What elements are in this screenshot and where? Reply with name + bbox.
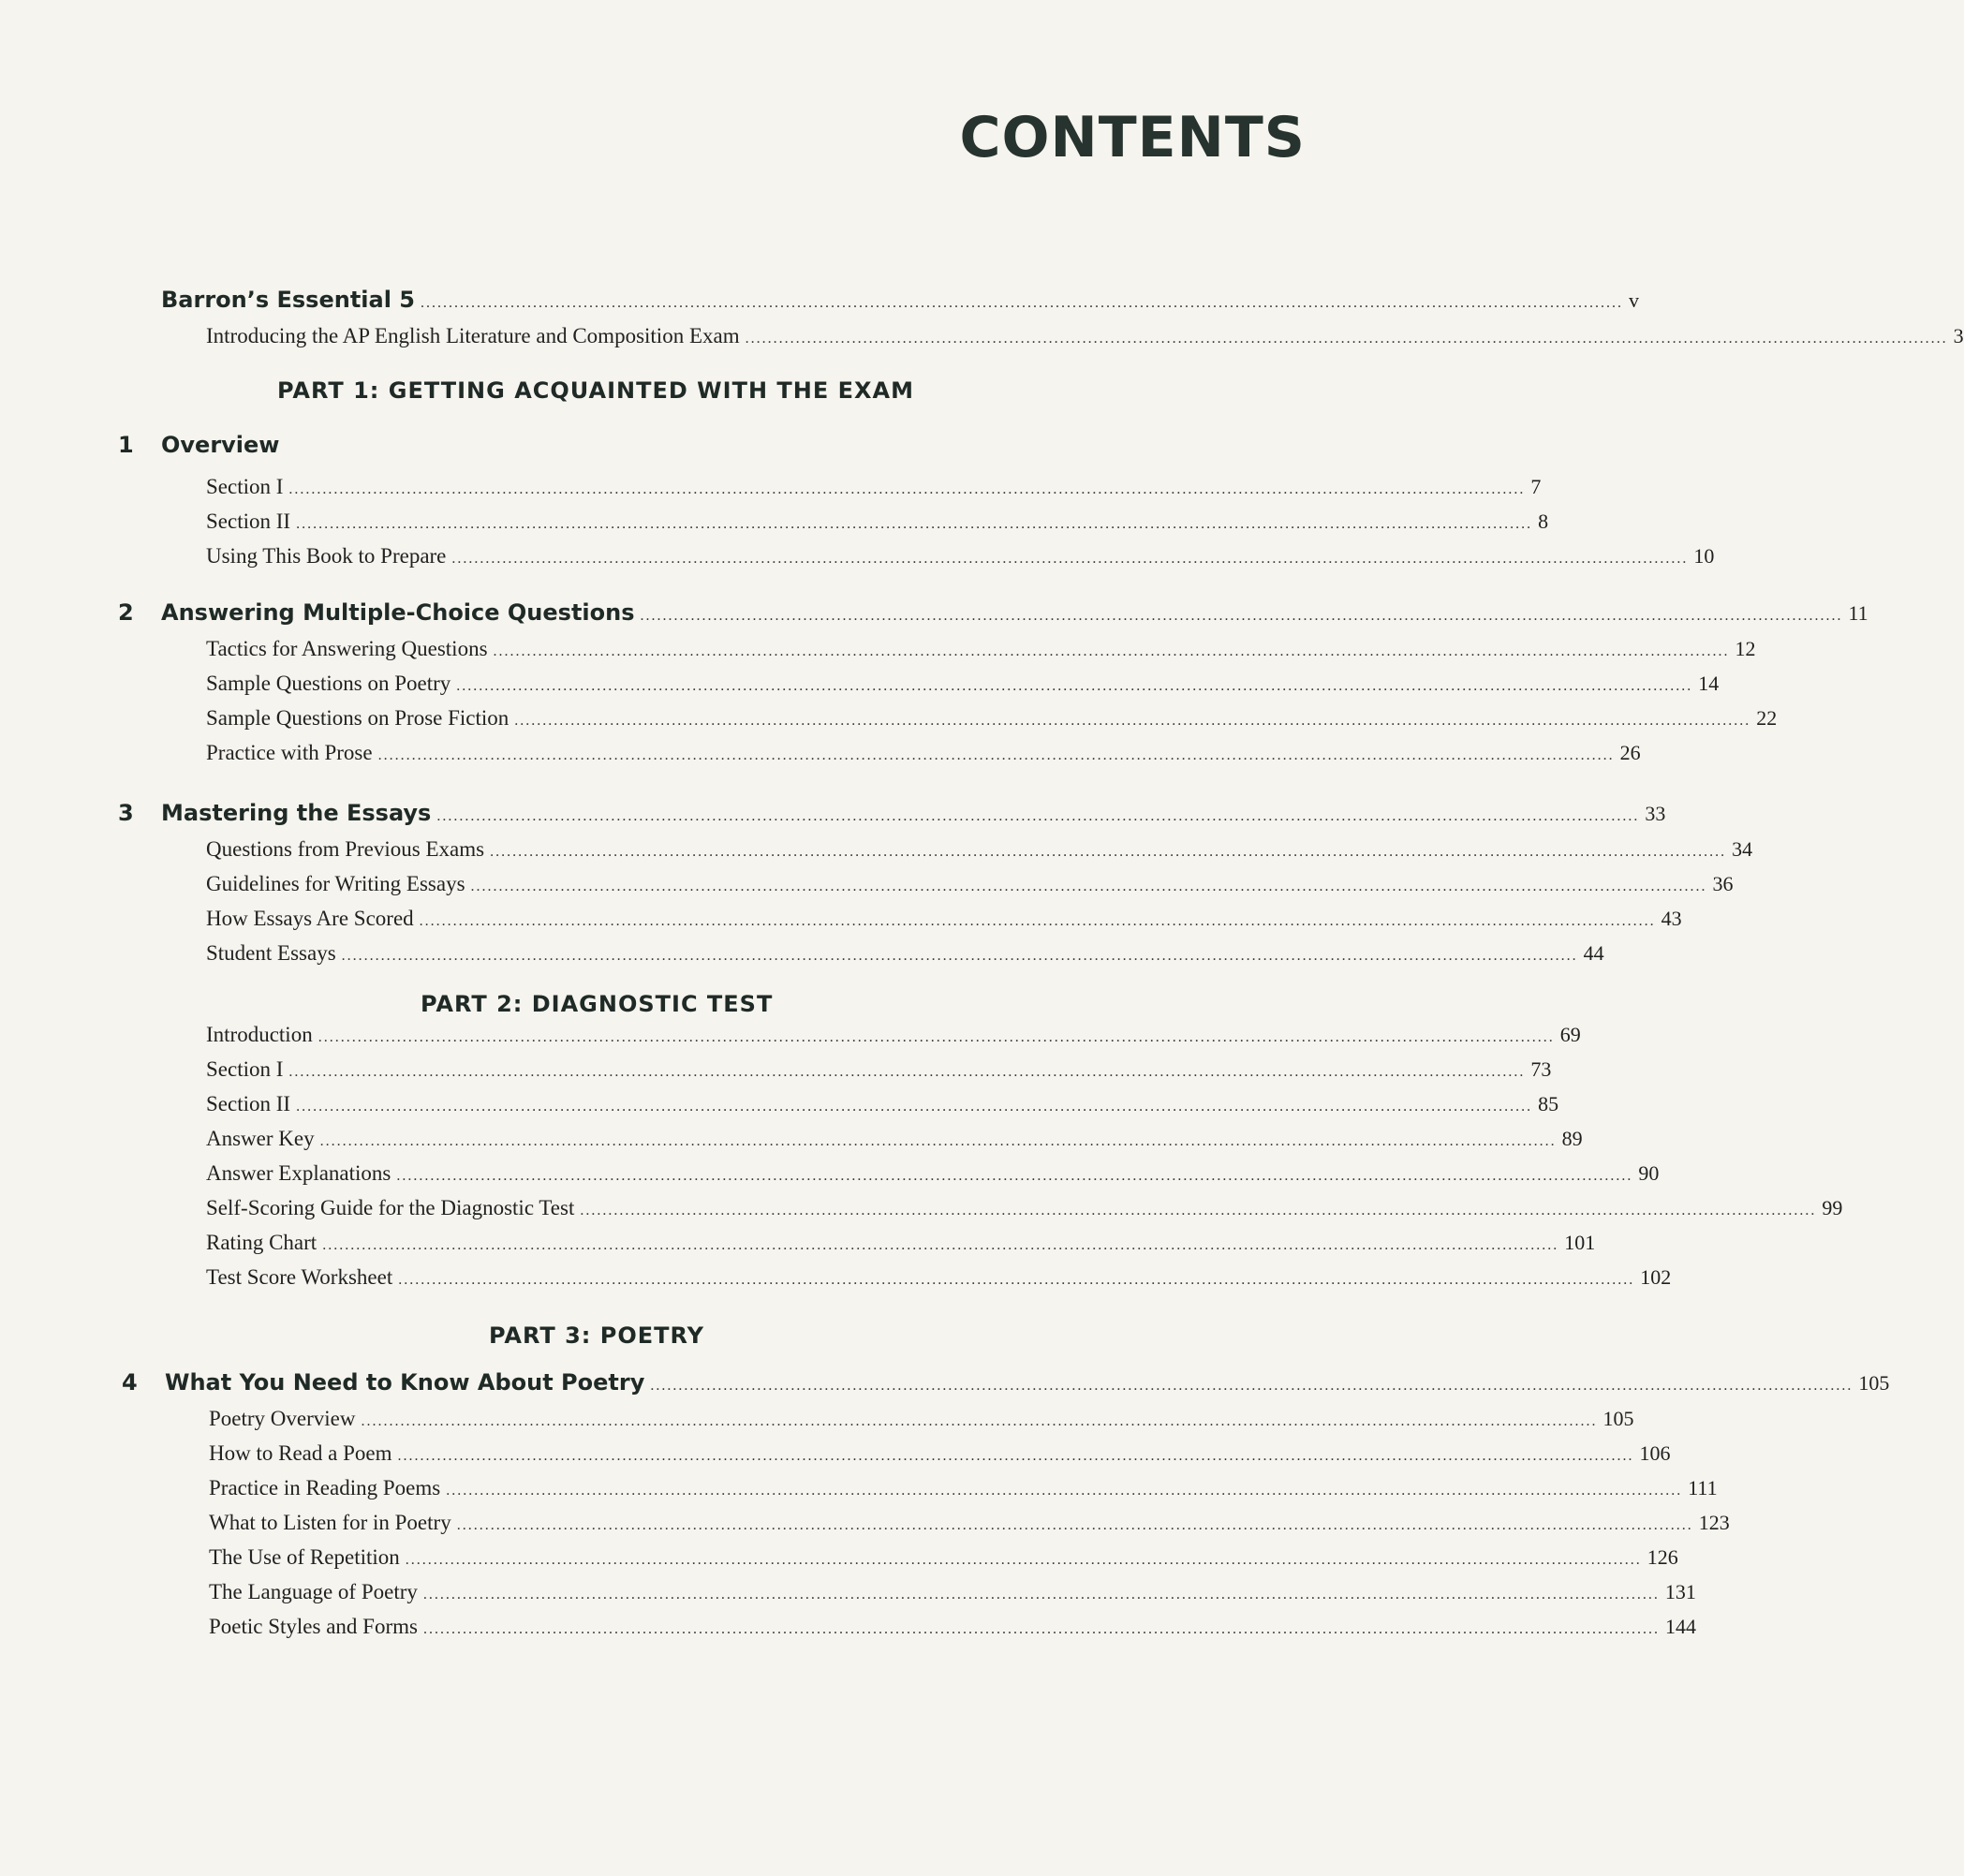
dot-leader: ............................................................................................................................................................................................................................ <box>514 713 1751 729</box>
toc-entry-label: Questions from Previous Exams <box>206 837 485 861</box>
toc-page-number: 11 <box>1848 601 1868 625</box>
chapter-number: 1 <box>118 432 134 458</box>
dot-leader: ............................................................................................................................................................................................................................ <box>322 1237 1559 1253</box>
toc-entry-label: Section I <box>206 475 284 498</box>
toc-page-number: 144 <box>1664 1615 1696 1638</box>
toc-entry[interactable] <box>0 941 1604 976</box>
chapter-4-items <box>0 1407 1730 1649</box>
toc-entry[interactable] <box>0 741 1641 776</box>
toc-page-number: 90 <box>1638 1161 1660 1185</box>
dot-leader: ............................................................................................................................................................................................................................ <box>396 1168 1633 1184</box>
toc-entry[interactable] <box>0 475 1542 510</box>
dot-leader: ............................................................................................................................................................................................................................ <box>446 1483 1683 1499</box>
part-heading: PART 1: GETTING ACQUAINTED WITH THE EXAM <box>277 377 914 404</box>
toc-entry-label: Introducing the AP English Literature and Composition Exam <box>206 324 740 347</box>
toc-page-number: 123 <box>1698 1511 1730 1534</box>
toc-entry-intro[interactable] <box>0 324 1964 359</box>
toc-page-number: 106 <box>1639 1441 1671 1465</box>
toc-entry[interactable] <box>0 1511 1730 1545</box>
toc-entry[interactable] <box>0 637 1756 672</box>
toc-page-number: 43 <box>1661 907 1682 930</box>
toc-page-number: 105 <box>1858 1371 1890 1395</box>
toc-entry-label: Sample Questions on Prose Fiction <box>206 706 509 730</box>
toc-page-number: 85 <box>1538 1092 1559 1115</box>
toc-entry-label: How Essays Are Scored <box>206 907 414 930</box>
toc-page-number: 22 <box>1756 706 1778 730</box>
toc-entry[interactable] <box>0 1231 1596 1265</box>
chapter-2[interactable] <box>0 599 1868 626</box>
toc-entry-label: Practice with Prose <box>206 741 373 764</box>
dot-leader: ...................................................................................................................................................................................................................... <box>436 808 1640 824</box>
dot-leader: ............................................................................................................................................................................................................................ <box>296 516 1533 532</box>
toc-page-number: 44 <box>1583 941 1604 965</box>
chapter-title: Answering Multiple-Choice Questions <box>161 599 635 626</box>
toc-entry[interactable] <box>0 1476 1718 1511</box>
dot-leader: ............................................................................................................................................................................................................................ <box>456 678 1693 694</box>
toc-page-number: 3 <box>1953 324 1964 347</box>
dot-leader: ............................................................................................................................................................................................................................ <box>296 1099 1533 1115</box>
chapter-2-items <box>0 637 1778 776</box>
toc-page-number: 126 <box>1647 1545 1678 1569</box>
toc-entry[interactable] <box>0 1441 1671 1476</box>
toc-entry-essential[interactable] <box>0 287 1639 313</box>
toc-page-number: 33 <box>1645 802 1666 825</box>
toc-entry-label: The Language of Poetry <box>209 1580 418 1603</box>
toc-page-number: 99 <box>1822 1196 1843 1219</box>
dot-leader: ............................................................................................................................................................................................................................ <box>341 948 1578 964</box>
toc-entry-label: Sample Questions on Poetry <box>206 672 451 695</box>
toc-entry-label: Rating Chart <box>206 1231 317 1254</box>
toc-entry[interactable] <box>0 1196 1843 1231</box>
toc-page-number: 14 <box>1698 672 1720 695</box>
toc-entry[interactable] <box>0 706 1778 741</box>
toc-entry-label: Poetic Styles and Forms <box>209 1615 418 1638</box>
toc-entry-label: Tactics for Answering Questions <box>206 637 488 660</box>
chapter-title: Overview <box>161 432 280 458</box>
toc-entry-label: Section I <box>206 1057 284 1081</box>
chapter-title: What You Need to Know About Poetry <box>165 1369 645 1396</box>
dot-leader: ............................................................................................................................................................................................................................ <box>470 879 1707 894</box>
toc-entry[interactable] <box>0 510 1549 544</box>
toc-entry-label: Guidelines for Writing Essays <box>206 872 465 895</box>
toc-entry[interactable] <box>0 1580 1696 1615</box>
toc-entry-label: Barron’s Essential 5 <box>161 287 415 313</box>
dot-leader: ............................................................................................................................................................................................................................ <box>490 844 1727 860</box>
toc-page-number: 26 <box>1619 741 1641 764</box>
table-of-contents <box>0 287 1964 1649</box>
page-title: CONTENTS <box>959 105 1306 170</box>
toc-page-number: 34 <box>1732 837 1753 861</box>
toc-entry-label: Section II <box>206 510 291 533</box>
toc-entry[interactable] <box>0 907 1682 941</box>
toc-page-number: 111 <box>1688 1476 1718 1499</box>
toc-entry[interactable] <box>0 1057 1552 1092</box>
toc-entry[interactable] <box>0 1092 1559 1127</box>
toc-entry-label: Poetry Overview <box>209 1407 356 1430</box>
toc-page-number: 73 <box>1530 1057 1552 1081</box>
dot-leader: ............................................................................................................................................................................................................................ <box>422 1587 1660 1603</box>
chapter-1-items <box>0 475 1715 579</box>
toc-entry[interactable] <box>0 1615 1696 1649</box>
toc-entry-label: Self-Scoring Guide for the Diagnostic Test <box>206 1196 575 1219</box>
toc-page-number: 8 <box>1538 510 1549 533</box>
toc-page-number: 101 <box>1564 1231 1596 1254</box>
toc-page-number: 131 <box>1664 1580 1696 1603</box>
toc-entry[interactable] <box>0 544 1715 579</box>
dot-leader: ............................................................................................................................................................................................................................ <box>397 1448 1634 1464</box>
toc-entry-label: How to Read a Poem <box>209 1441 392 1465</box>
toc-entry-label: Using This Book to Prepare <box>206 544 447 568</box>
toc-entry-label: Student Essays <box>206 941 336 965</box>
toc-entry-label: Introduction <box>206 1023 313 1046</box>
dot-leader: ...................................................................................................................................................................................................................... <box>640 608 1843 624</box>
toc-entry[interactable] <box>0 1265 1672 1300</box>
toc-entry-label: What to Listen for in Poetry <box>209 1511 451 1534</box>
toc-entry[interactable] <box>0 1407 1634 1441</box>
toc-entry-label: Section II <box>206 1092 291 1115</box>
dot-leader: ............................................................................................................................................................................................................................ <box>419 913 1656 929</box>
part-heading: PART 2: DIAGNOSTIC TEST <box>421 991 774 1017</box>
dot-leader: ............................................................................................................................................................................................................................ <box>377 747 1615 763</box>
toc-entry-label: Answer Key <box>206 1127 315 1150</box>
dot-leader: ............................................................................................................................................................................................................................ <box>317 1029 1555 1045</box>
toc-entry[interactable] <box>0 1023 1581 1057</box>
dot-leader: ............................................................................................................................................................................................................................ <box>493 643 1730 659</box>
chapter-number: 2 <box>118 599 134 626</box>
toc-entry-label: Practice in Reading Poems <box>209 1476 441 1499</box>
dot-leader: ............................................................................................................................................................................................................................ <box>319 1133 1557 1149</box>
dot-leader: ............................................................................................................................................................................................................................ <box>422 1621 1660 1637</box>
toc-entry[interactable] <box>0 1545 1678 1580</box>
toc-page-number: 69 <box>1559 1023 1581 1046</box>
dot-leader: ............................................................................................................................................................................................................................ <box>580 1203 1817 1219</box>
dot-leader: ...................................................................................................................................................................................................................... <box>745 331 1948 347</box>
toc-page-number: 12 <box>1735 637 1756 660</box>
chapter-number: 3 <box>118 800 134 826</box>
dot-leader: ...................................................................................................................................................................................................................... <box>421 295 1623 311</box>
chapter-title: Mastering the Essays <box>161 800 432 826</box>
chapter-4[interactable] <box>0 1369 1890 1396</box>
toc-page-number: v <box>1629 288 1639 312</box>
toc-entry[interactable] <box>0 837 1753 872</box>
toc-entry[interactable] <box>0 872 1734 907</box>
dot-leader: ............................................................................................................................................................................................................................ <box>288 481 1526 497</box>
toc-entry-label: Answer Explanations <box>206 1161 391 1185</box>
dot-leader: ............................................................................................................................................................................................................................ <box>451 551 1689 567</box>
dot-leader: ............................................................................................................................................................................................................................ <box>405 1552 1642 1568</box>
dot-leader: ...................................................................................................................................................................................................................... <box>650 1378 1853 1394</box>
dot-leader: ............................................................................................................................................................................................................................ <box>398 1272 1635 1288</box>
chapter-number: 4 <box>122 1369 138 1396</box>
toc-page-number: 102 <box>1640 1265 1672 1289</box>
toc-entry-label: Test Score Worksheet <box>206 1265 393 1289</box>
toc-entry[interactable] <box>0 672 1720 706</box>
toc-page-number: 105 <box>1602 1407 1634 1430</box>
toc-page-number: 36 <box>1712 872 1734 895</box>
toc-page-number: 10 <box>1693 544 1715 568</box>
toc-page-number: 7 <box>1530 475 1542 498</box>
chapter-3-items <box>0 837 1753 976</box>
chapter-1[interactable] <box>0 432 1405 458</box>
chapter-3[interactable] <box>0 800 1666 826</box>
dot-leader: ............................................................................................................................................................................................................................ <box>288 1064 1526 1080</box>
toc-entry-label: The Use of Repetition <box>209 1545 400 1569</box>
part-heading: PART 3: POETRY <box>489 1322 705 1349</box>
dot-leader: ............................................................................................................................................................................................................................ <box>456 1517 1693 1533</box>
toc-entry[interactable] <box>0 1161 1660 1196</box>
toc-page-number: 89 <box>1561 1127 1583 1150</box>
part-2-items <box>0 1023 1843 1300</box>
dot-leader: ............................................................................................................................................................................................................................ <box>361 1413 1598 1429</box>
toc-entry[interactable] <box>0 1127 1583 1161</box>
